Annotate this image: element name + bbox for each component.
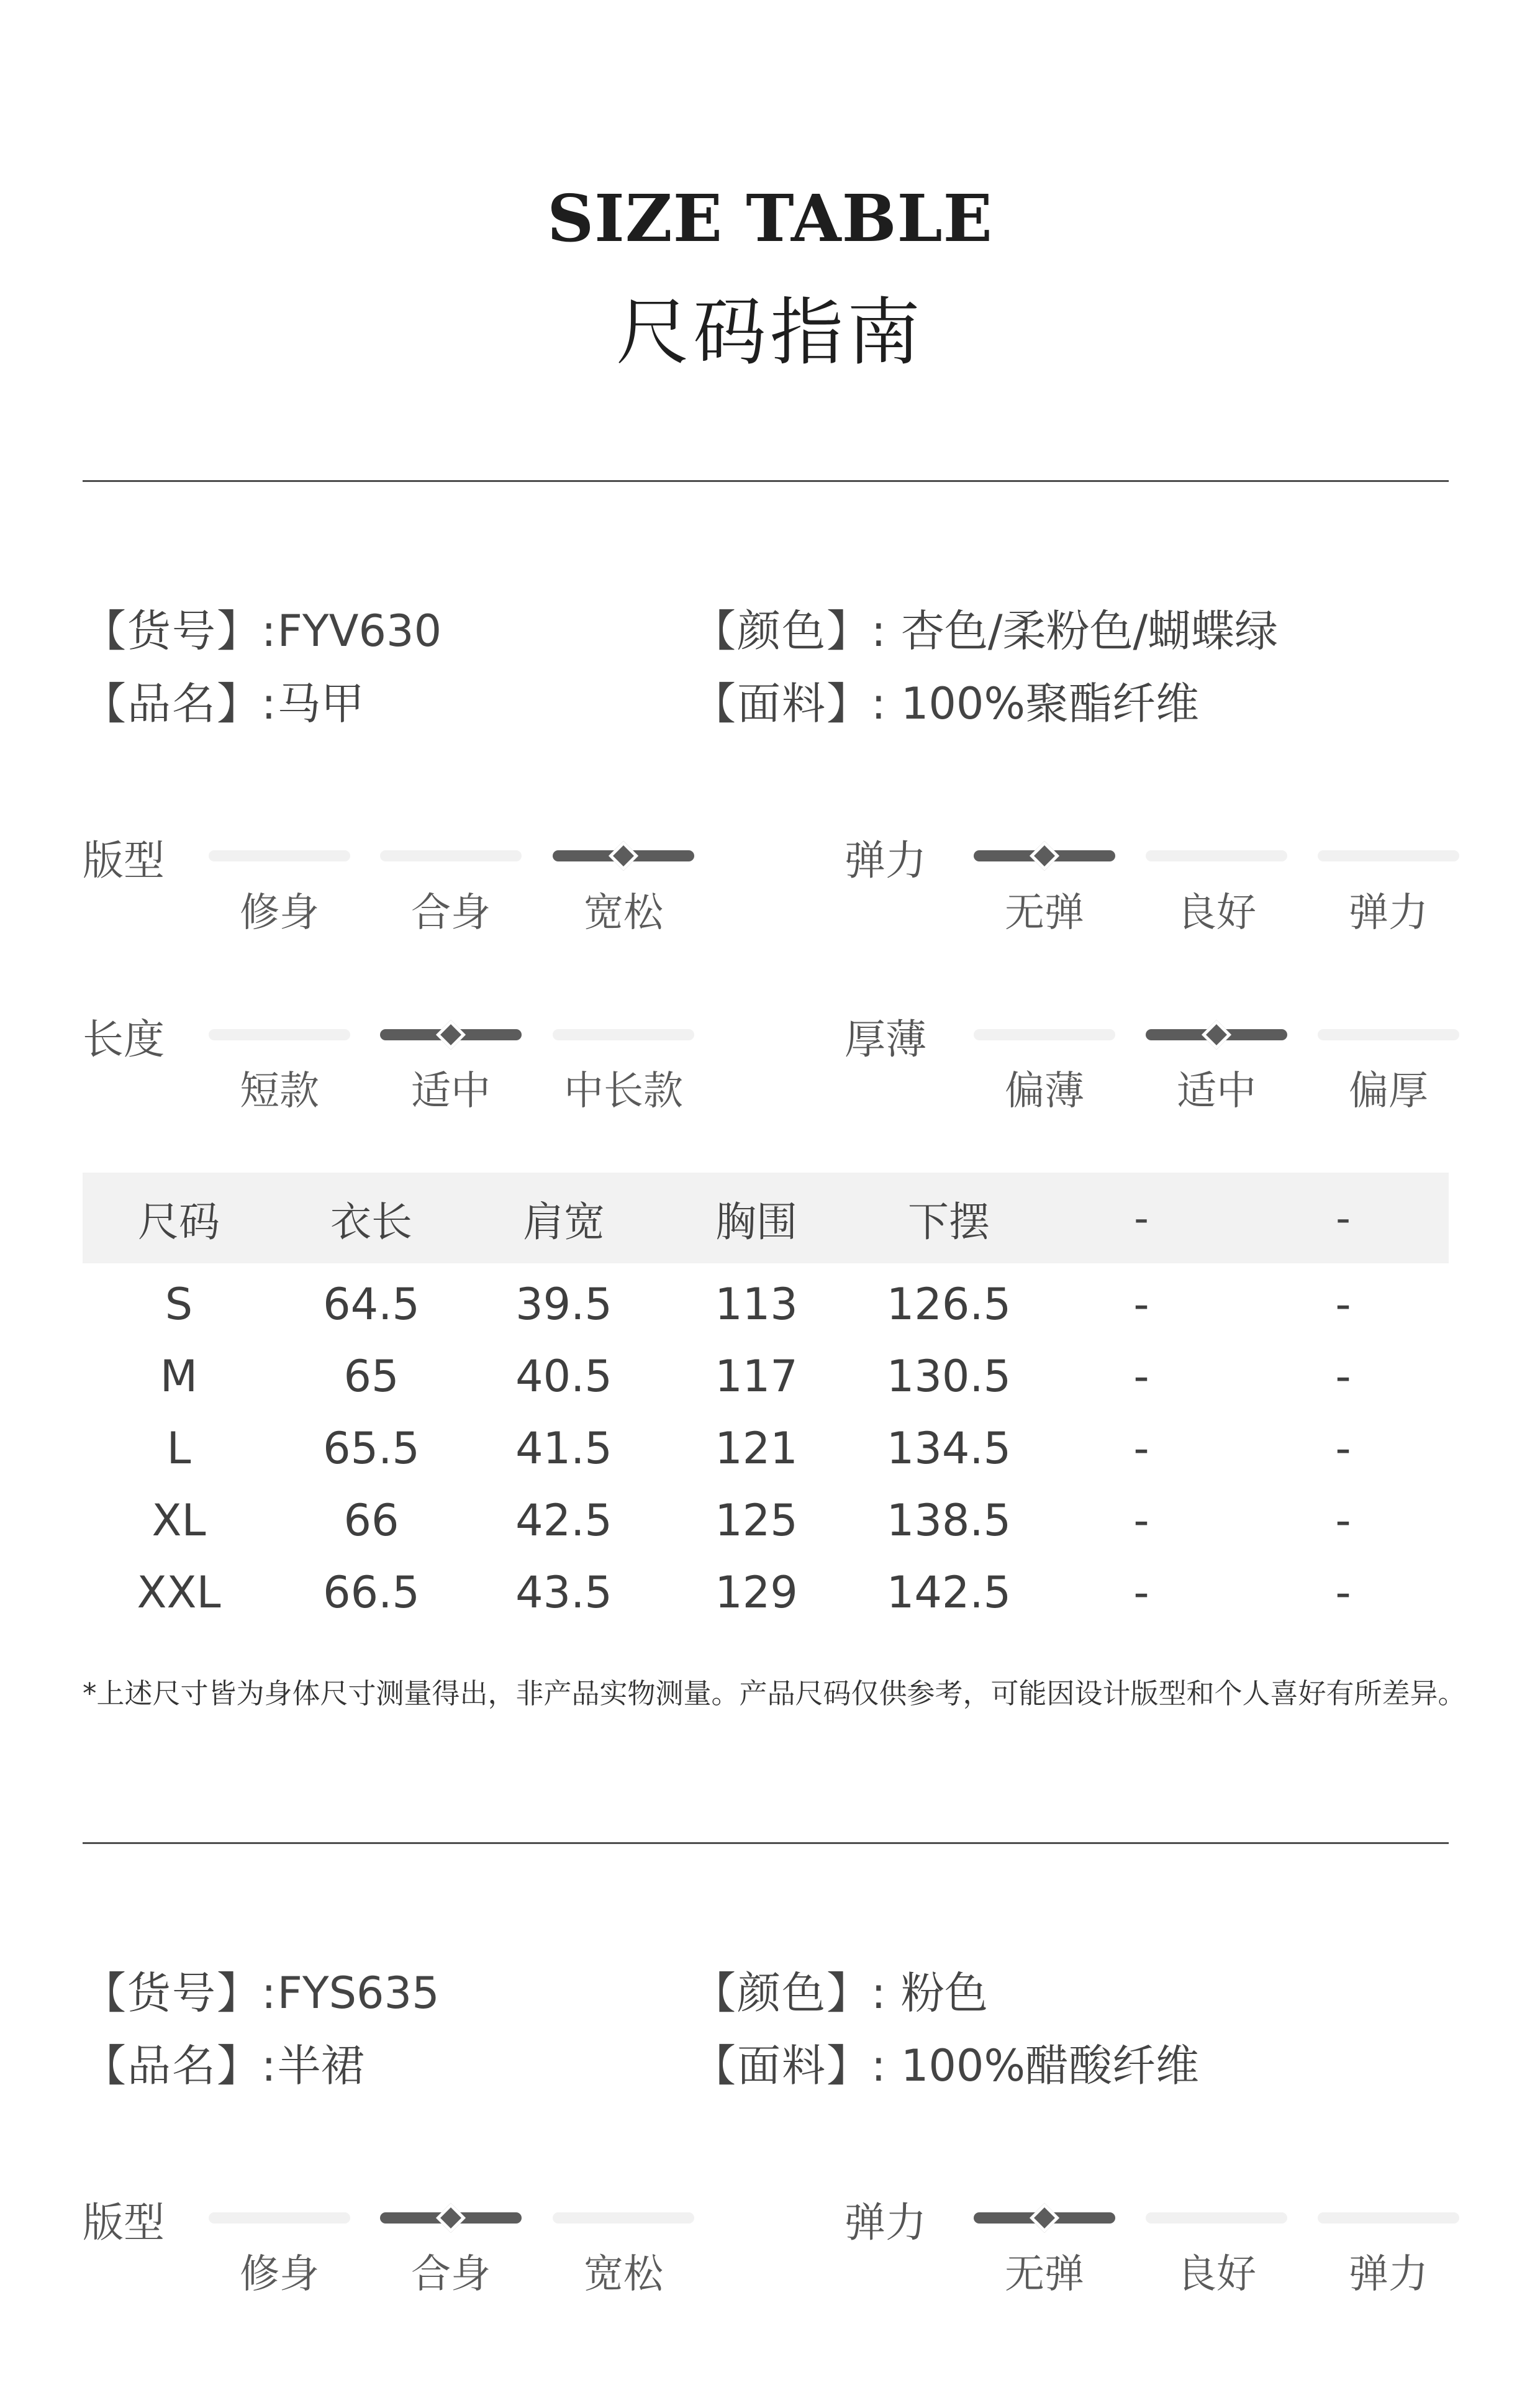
fabric-label: 【面料】:	[692, 2040, 887, 2091]
header-chest: 胸围	[660, 1173, 853, 1263]
attribute-fit-2-option-2: 合身	[411, 2251, 491, 2297]
title-english: SIZE TABLE	[547, 180, 993, 257]
table-cell: -	[1335, 1567, 1351, 1618]
table-cell: 129	[715, 1567, 798, 1618]
color-label: 【颜色】:	[692, 606, 887, 656]
product-name-value: 半裙	[277, 2040, 365, 2091]
table-cell: -	[1133, 1351, 1149, 1402]
table-cell: 126.5	[886, 1279, 1012, 1330]
attribute-fit-bar-3-selected	[553, 850, 694, 861]
product-name-field	[83, 669, 365, 732]
attribute-label-elasticity-2: 弹力	[845, 2199, 926, 2246]
attribute-elasticity-2-bar-2	[1146, 2212, 1287, 2224]
attribute-elasticity-2-option-1: 无弹	[1005, 2251, 1084, 2297]
table-cell: -	[1335, 1495, 1351, 1546]
size-table	[83, 1173, 1449, 1629]
attribute-elasticity-bar-3	[1318, 850, 1459, 861]
attribute-elasticity-2-bar-3	[1318, 2212, 1459, 2224]
attribute-thickness-bar-2-selected	[1146, 1029, 1287, 1040]
table-row	[83, 1484, 1449, 1556]
table-cell: 41.5	[515, 1423, 612, 1474]
attribute-fit-option-2: 合身	[411, 890, 491, 936]
product-name-field-2	[83, 2031, 365, 2094]
attribute-thickness-bar-3	[1318, 1029, 1459, 1040]
item-number-field	[83, 596, 442, 659]
attribute-label-elasticity: 弹力	[845, 837, 926, 884]
attribute-fit-2-option-1: 修身	[240, 2251, 319, 2297]
table-cell: 117	[715, 1351, 798, 1402]
attribute-elasticity-option-2: 良好	[1177, 890, 1256, 936]
header-placeholder-1: -	[1045, 1173, 1238, 1263]
fabric-value: 100%醋酸纤维	[900, 2040, 1199, 2091]
item-number-value: FYV630	[277, 606, 442, 656]
attribute-length-bar-2-selected	[380, 1029, 522, 1040]
table-row	[83, 1263, 1449, 1340]
fabric-value: 100%聚酯纤维	[900, 678, 1199, 729]
table-cell: -	[1133, 1279, 1149, 1330]
attribute-length-option-2: 适中	[411, 1068, 491, 1114]
size-disclaimer-note: *上述尺寸皆为身体尺寸测量得出，非产品实物测量。产品尺码仅供参考，可能因设计版型和个人喜好有所差异。	[83, 1677, 1466, 1710]
fabric-label: 【面料】:	[692, 678, 887, 729]
attribute-length-option-1: 短款	[240, 1068, 319, 1114]
attribute-label-fit-2: 版型	[83, 2199, 165, 2246]
table-cell: 125	[715, 1495, 798, 1546]
header-placeholder-2: -	[1238, 1173, 1449, 1263]
attribute-fit-2-option-3: 宽松	[584, 2251, 663, 2297]
product-name-label: 【品名】:	[83, 678, 278, 729]
attribute-label-length: 长度	[83, 1015, 165, 1063]
table-cell: -	[1133, 1567, 1149, 1618]
table-cell: 39.5	[515, 1279, 612, 1330]
table-cell: 134.5	[886, 1423, 1012, 1474]
attribute-thickness-bar-1	[974, 1029, 1115, 1040]
table-cell: 65.5	[323, 1423, 420, 1474]
attribute-elasticity-2-option-2: 良好	[1177, 2251, 1256, 2297]
title-chinese: 尺码指南	[615, 289, 924, 375]
attribute-fit-bar-2	[380, 850, 522, 861]
table-cell: 113	[715, 1279, 798, 1330]
attribute-fit-2-bar-3	[553, 2212, 694, 2224]
attribute-length-bar-3	[553, 1029, 694, 1040]
attribute-elasticity-bar-2	[1146, 850, 1287, 861]
attribute-thickness-option-1: 偏薄	[1005, 1068, 1084, 1114]
table-cell: -	[1335, 1351, 1351, 1402]
attribute-elasticity-bar-1-selected	[974, 850, 1115, 861]
color-field	[692, 596, 1278, 659]
table-cell: 64.5	[323, 1279, 420, 1330]
table-cell: 66	[343, 1495, 399, 1546]
table-cell: L	[166, 1423, 191, 1474]
attribute-elasticity-2-bar-1-selected	[974, 2212, 1115, 2224]
attribute-fit-option-3: 宽松	[584, 890, 663, 936]
table-cell: XL	[152, 1495, 206, 1546]
color-value: 粉色	[900, 1968, 988, 2019]
attribute-elasticity-option-1: 无弹	[1005, 890, 1084, 936]
attribute-length-option-3: 中长款	[564, 1068, 683, 1114]
fabric-field	[692, 669, 1199, 732]
table-cell: 130.5	[886, 1351, 1012, 1402]
table-cell: 121	[715, 1423, 798, 1474]
item-number-label: 【货号】:	[83, 1968, 278, 2019]
attribute-elasticity-2-option-3: 弹力	[1349, 2251, 1428, 2297]
color-value: 杏色/柔粉色/蝴蝶绿	[900, 606, 1279, 656]
product-name-value: 马甲	[277, 678, 365, 729]
table-cell: 142.5	[886, 1567, 1012, 1618]
divider-middle	[83, 1842, 1449, 1844]
item-number-field-2	[83, 1958, 440, 2021]
item-number-label: 【货号】:	[83, 606, 278, 656]
attribute-label-thickness: 厚薄	[845, 1015, 926, 1063]
item-number-value: FYS635	[277, 1968, 440, 2019]
color-label: 【颜色】:	[692, 1968, 887, 2019]
header-length: 衣长	[275, 1173, 468, 1263]
size-table-header-row	[83, 1173, 1449, 1263]
divider-top	[83, 480, 1449, 482]
table-row	[83, 1556, 1449, 1629]
table-cell: 42.5	[515, 1495, 612, 1546]
table-cell: -	[1133, 1423, 1149, 1474]
table-cell: 40.5	[515, 1351, 612, 1402]
color-field-2	[692, 1958, 988, 2021]
attribute-thickness-option-2: 适中	[1177, 1068, 1256, 1114]
table-cell: S	[165, 1279, 193, 1330]
table-row	[83, 1412, 1449, 1484]
attribute-fit-option-1: 修身	[240, 890, 319, 936]
header-shoulder: 肩宽	[468, 1173, 660, 1263]
attribute-thickness-option-3: 偏厚	[1349, 1068, 1428, 1114]
table-cell: -	[1133, 1495, 1149, 1546]
attribute-fit-2-bar-1	[209, 2212, 350, 2224]
table-cell: 43.5	[515, 1567, 612, 1618]
attribute-length-bar-1	[209, 1029, 350, 1040]
table-cell: 65	[343, 1351, 399, 1402]
attribute-fit-2-bar-2-selected	[380, 2212, 522, 2224]
table-cell: -	[1335, 1423, 1351, 1474]
table-cell: 66.5	[323, 1567, 420, 1618]
table-cell: -	[1335, 1279, 1351, 1330]
table-cell: 138.5	[886, 1495, 1012, 1546]
header-size: 尺码	[83, 1173, 275, 1263]
table-cell: XXL	[137, 1567, 221, 1618]
attribute-fit-bar-1	[209, 850, 350, 861]
table-row	[83, 1340, 1449, 1412]
header-hem: 下摆	[853, 1173, 1045, 1263]
table-cell: M	[160, 1351, 198, 1402]
product-name-label: 【品名】:	[83, 2040, 278, 2091]
attribute-label-fit: 版型	[83, 837, 165, 884]
fabric-field-2	[692, 2031, 1199, 2094]
attribute-elasticity-option-3: 弹力	[1349, 890, 1428, 936]
